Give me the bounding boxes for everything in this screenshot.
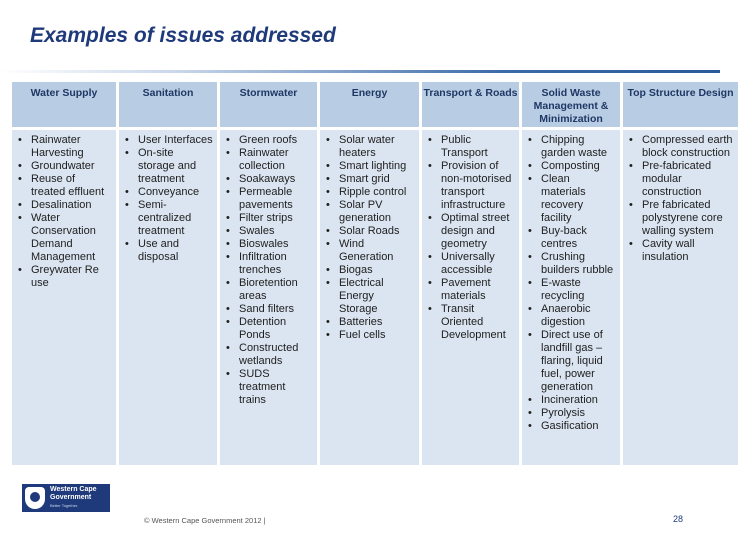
issue-item: • Ripple control bbox=[324, 186, 415, 199]
column-body bbox=[320, 130, 419, 465]
issue-item: • Pre-fabricated modular construction bbox=[627, 160, 734, 199]
issue-item: • Cavity wall insulation bbox=[627, 238, 734, 264]
column-transport-roads bbox=[422, 82, 519, 465]
column-body bbox=[522, 130, 620, 465]
issue-item: • Wind Generation bbox=[324, 238, 415, 264]
column-header: Stormwater bbox=[220, 82, 317, 127]
column-header: Transport & Roads bbox=[422, 82, 519, 127]
column-body bbox=[220, 130, 317, 465]
page-title: Examples of issues addressed bbox=[30, 24, 336, 47]
issue-list bbox=[426, 134, 515, 342]
issue-item: • Smart grid bbox=[324, 173, 415, 186]
issue-item: • Pre fabricated polystyrene core walling system bbox=[627, 199, 734, 238]
issue-item: • Use and disposal bbox=[123, 238, 213, 264]
issue-item: • Smart lighting bbox=[324, 160, 415, 173]
issue-item: • Batteries bbox=[324, 316, 415, 329]
issue-item: • Electrical Energy Storage bbox=[324, 277, 415, 316]
crest-icon bbox=[25, 487, 45, 509]
issue-item: • Transit Oriented Development bbox=[426, 303, 515, 342]
issue-item: • Direct use of landfill gas – flaring, liquid fuel, power generation bbox=[526, 329, 616, 394]
issue-item: • Constructed wetlands bbox=[224, 342, 313, 368]
column-sanitation bbox=[119, 82, 217, 465]
issue-item: • Water Conservation Demand Management bbox=[16, 212, 112, 264]
copyright-footer: © Western Cape Government 2012 | bbox=[144, 516, 266, 525]
logo-line2: Government bbox=[50, 494, 92, 501]
issue-item: • Chipping garden waste bbox=[526, 134, 616, 160]
issue-item: • Bioretention areas bbox=[224, 277, 313, 303]
issue-item: • Solar water heaters bbox=[324, 134, 415, 160]
issue-item: • Crushing builders rubble bbox=[526, 251, 616, 277]
column-stormwater bbox=[220, 82, 317, 465]
western-cape-government-logo bbox=[22, 484, 110, 512]
issue-item: • Universally accessible bbox=[426, 251, 515, 277]
issue-item: • Permeable pavements bbox=[224, 186, 313, 212]
column-top-structure bbox=[623, 82, 738, 465]
issue-item: • Rainwater collection bbox=[224, 147, 313, 173]
issue-item: • Public Transport bbox=[426, 134, 515, 160]
issue-item: • Gasification bbox=[526, 420, 616, 433]
issue-item: • Bioswales bbox=[224, 238, 313, 251]
issue-item: • Clean materials recovery facility bbox=[526, 173, 616, 225]
column-water-supply bbox=[12, 82, 116, 465]
issue-item: • E-waste recycling bbox=[526, 277, 616, 303]
issue-item: • Semi-centralized treatment bbox=[123, 199, 213, 238]
issue-item: • Pyrolysis bbox=[526, 407, 616, 420]
column-header: Solid Waste Management & Minimization bbox=[522, 82, 620, 127]
issue-item: • Soakaways bbox=[224, 173, 313, 186]
column-body bbox=[12, 130, 116, 465]
issue-item: • Solar Roads bbox=[324, 225, 415, 238]
issue-item: • Optimal street design and geometry bbox=[426, 212, 515, 251]
issue-item: • Groundwater bbox=[16, 160, 112, 173]
issue-item: • Sand filters bbox=[224, 303, 313, 316]
issue-item: • Compressed earth block construction bbox=[627, 134, 734, 160]
column-energy bbox=[320, 82, 419, 465]
issue-item: • Pavement materials bbox=[426, 277, 515, 303]
issue-item: • Biogas bbox=[324, 264, 415, 277]
column-header: Sanitation bbox=[119, 82, 217, 127]
issue-list bbox=[224, 134, 313, 407]
issue-item: • Solar PV generation bbox=[324, 199, 415, 225]
column-solid-waste bbox=[522, 82, 620, 465]
issue-item: • Provision of non-motorised transport infrastructure bbox=[426, 160, 515, 212]
column-body bbox=[119, 130, 217, 465]
issue-item: • Buy-back centres bbox=[526, 225, 616, 251]
column-body bbox=[422, 130, 519, 465]
issue-item: • Infiltration trenches bbox=[224, 251, 313, 277]
column-body bbox=[623, 130, 738, 465]
issue-item: • Composting bbox=[526, 160, 616, 173]
issue-item: • Desalination bbox=[16, 199, 112, 212]
issue-item: • Filter strips bbox=[224, 212, 313, 225]
issue-item: • Swales bbox=[224, 225, 313, 238]
issue-item: • Conveyance bbox=[123, 186, 213, 199]
issue-list bbox=[526, 134, 616, 433]
issue-list bbox=[123, 134, 213, 264]
issue-item: • Reuse of treated effluent bbox=[16, 173, 112, 199]
issue-item: • Green roofs bbox=[224, 134, 313, 147]
page-number: 28 bbox=[673, 514, 684, 524]
issue-item: • User Interfaces bbox=[123, 134, 213, 147]
column-header: Energy bbox=[320, 82, 419, 127]
issue-item: • Incineration bbox=[526, 394, 616, 407]
logo-line1: Western Cape bbox=[50, 486, 97, 493]
issue-item: • Anaerobic digestion bbox=[526, 303, 616, 329]
issue-item: • SUDS treatment trains bbox=[224, 368, 313, 407]
issue-list bbox=[627, 134, 734, 264]
issue-list bbox=[324, 134, 415, 342]
issues-table bbox=[12, 82, 734, 465]
logo-tagline: Better Together. bbox=[50, 503, 79, 508]
logo-text bbox=[50, 486, 97, 510]
title-divider bbox=[0, 70, 720, 73]
issue-item: • Detention Ponds bbox=[224, 316, 313, 342]
issue-list bbox=[16, 134, 112, 290]
issue-item: • Greywater Re use bbox=[16, 264, 112, 290]
column-header: Water Supply bbox=[12, 82, 116, 127]
issue-item: • On-site storage and treatment bbox=[123, 147, 213, 186]
issue-item: • Fuel cells bbox=[324, 329, 415, 342]
issue-item: • Rainwater Harvesting bbox=[16, 134, 112, 160]
column-header: Top Structure Design bbox=[623, 82, 738, 127]
